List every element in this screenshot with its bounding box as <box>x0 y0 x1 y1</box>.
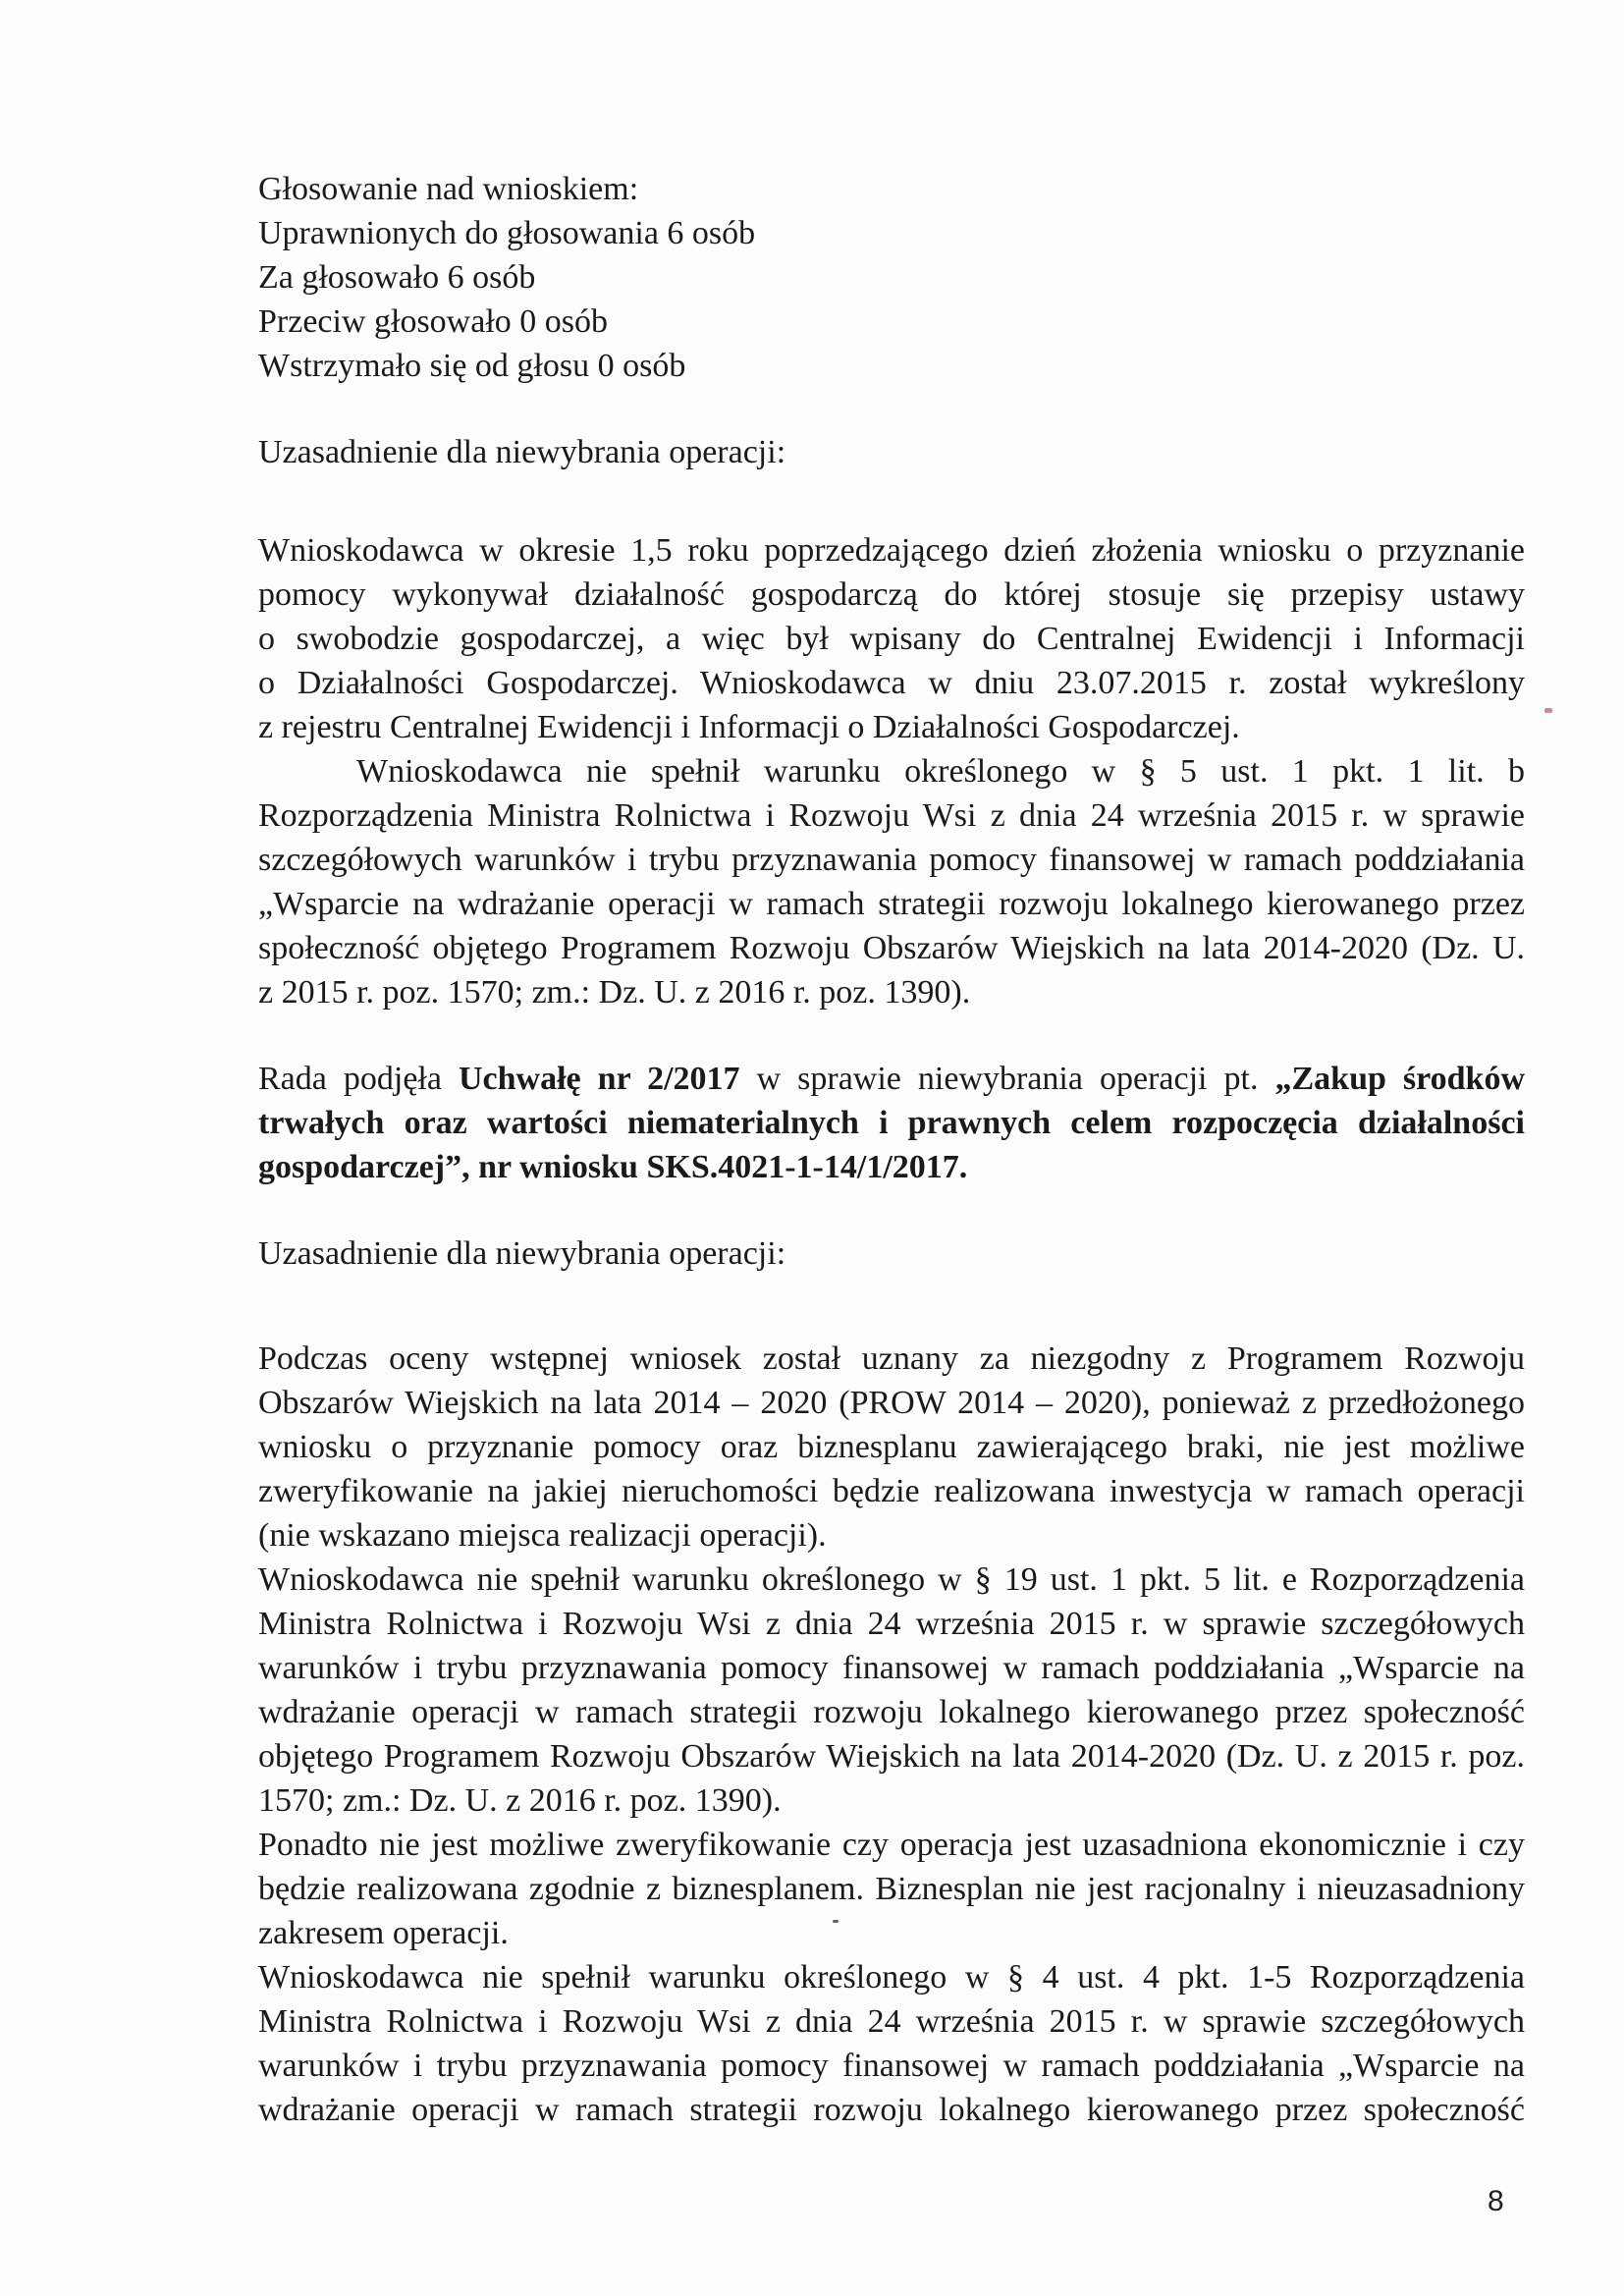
paragraph-line: „Wsparcie na wdrażanie operacji w ramach strategii rozwoju lokalnego kierowanego przez <box>258 886 1525 922</box>
voting-section <box>258 167 1525 388</box>
justification-2-paragraph-1 <box>258 1337 1525 1558</box>
paragraph-line: Rozporządzenia Ministra Rolnictwa i Rozwoju Wsi z dnia 24 września 2015 r. w sprawie <box>258 797 1525 834</box>
paragraph-line: zakresem operacji. <box>258 1915 509 1951</box>
paragraph-line: z 2015 r. poz. 1570; zm.: Dz. U. z 2016 r. poz. 1390). <box>258 974 971 1011</box>
voting-heading: Głosowanie nad wnioskiem: <box>258 171 639 207</box>
paragraph-line: 1570; zm.: Dz. U. z 2016 r. poz. 1390). <box>258 1782 782 1819</box>
voting-eligible: Uprawnionych do głosowania 6 osób <box>258 215 756 251</box>
operation-title-start: „Zakup środków <box>1274 1061 1525 1097</box>
resolution-number: Uchwałę nr 2/2017 <box>459 1061 740 1097</box>
paragraph-line: Wnioskodawca nie spełnił warunku określonego w § 19 ust. 1 pkt. 5 lit. e Rozporządzenia <box>258 1561 1525 1598</box>
voting-for: Za głosowało 6 osób <box>258 259 536 296</box>
paragraph-line: pomocy wykonywał działalność gospodarczą do której stosuje się przepisy ustawy <box>258 576 1525 613</box>
paragraph-line: warunków i trybu przyznawania pomocy finansowej w ramach poddziałania „Wsparcie na <box>258 2048 1525 2084</box>
paragraph-line: o swobodzie gospodarczej, a więc był wpisany do Centralnej Ewidencji i Informacji <box>258 621 1525 657</box>
justification-1-paragraph-2 <box>258 749 1525 1014</box>
page-number: 8 <box>1488 2185 1504 2217</box>
paragraph-line: Ponadto nie jest możliwe zweryfikowanie czy operacja jest uzasadniona ekonomicznie i czy <box>258 1827 1525 1863</box>
paragraph-line: Ministra Rolnictwa i Rozwoju Wsi z dnia 24 września 2015 r. w sprawie szczegółowych <box>258 2003 1525 2040</box>
justification-2-paragraph-2 <box>258 1558 1525 1823</box>
voting-abstained: Wstrzymało się od głosu 0 osób <box>258 348 686 384</box>
operation-title-line-2: trwałych oraz wartości niematerialnych i prawnych celem rozpoczęcia działalności <box>258 1105 1525 1141</box>
paragraph-line: Obszarów Wiejskich na lata 2014 – 2020 (PROW 2014 – 2020), ponieważ z przedłożonego <box>258 1385 1525 1421</box>
paragraph-line: będzie realizowana zgodnie z biznesplanem. Biznesplan nie jest racjonalny i nieuzasadniony <box>258 1871 1525 1907</box>
paragraph-line: objętego Programem Rozwoju Obszarów Wiejskich na lata 2014-2020 (Dz. U. z 2015 r. poz. <box>258 1738 1525 1775</box>
paragraph-line: Ministra Rolnictwa i Rozwoju Wsi z dnia 24 września 2015 r. w sprawie szczegółowych <box>258 1606 1525 1642</box>
scan-mark <box>833 1920 839 1923</box>
resolution-line-1 <box>258 1057 1525 1101</box>
justification-heading-2: Uzasadnienie dla niewybrania operacji: <box>258 1235 786 1272</box>
paragraph-line: społeczność objętego Programem Rozwoju Obszarów Wiejskich na lata 2014-2020 (Dz. U. <box>258 930 1525 966</box>
paragraph-line: wdrażanie operacji w ramach strategii rozwoju lokalnego kierowanego przez społeczność <box>258 1694 1525 1730</box>
document-body <box>258 167 1525 2132</box>
justification-2-paragraph-3 <box>258 1823 1525 1955</box>
paragraph-line: szczegółowych warunków i trybu przyznawania pomocy finansowej w ramach poddziałania <box>258 842 1525 878</box>
paragraph-line: wniosku o przyznanie pomocy oraz biznesplanu zawierającego braki, nie jest możliwe <box>258 1429 1525 1465</box>
paragraph-line: o Działalności Gospodarczej. Wnioskodawca w dniu 23.07.2015 r. został wykreślony <box>258 665 1525 701</box>
voting-against: Przeciw głosowało 0 osób <box>258 303 609 340</box>
paragraph-line: warunków i trybu przyznawania pomocy finansowej w ramach poddziałania „Wsparcie na <box>258 1650 1525 1686</box>
paragraph-line: Podczas oceny wstępnej wniosek został uznany za niezgodny z Programem Rozwoju <box>258 1340 1525 1377</box>
resolution-paragraph <box>258 1057 1525 1189</box>
scan-mark <box>1544 708 1552 713</box>
paragraph-line: Wnioskodawca nie spełnił warunku określonego w § 5 ust. 1 pkt. 1 lit. b <box>356 753 1525 790</box>
justification-1-paragraph-1 <box>258 528 1525 749</box>
paragraph-line: (nie wskazano miejsca realizacji operacji). <box>258 1517 827 1554</box>
paragraph-line: zweryfikowanie na jakiej nieruchomości będzie realizowana inwestycja w ramach operacji <box>258 1473 1525 1509</box>
paragraph-line: Wnioskodawca w okresie 1,5 roku poprzedzającego dzień złożenia wniosku o przyznanie <box>258 532 1525 569</box>
paragraph-line: z rejestru Centralnej Ewidencji i Informacji o Działalności Gospodarczej. <box>258 709 1240 745</box>
operation-title-line-3: gospodarczej”, nr wniosku SKS.4021-1-14/1/2017. <box>258 1149 968 1185</box>
justification-heading-1: Uzasadnienie dla niewybrania operacji: <box>258 434 786 470</box>
paragraph-line: wdrażanie operacji w ramach strategii rozwoju lokalnego kierowanego przez społeczność <box>258 2092 1525 2128</box>
resolution-prefix: Rada podjęła <box>258 1061 459 1097</box>
justification-2-paragraph-4 <box>258 1955 1525 2132</box>
resolution-middle: w sprawie niewybrania operacji pt. <box>739 1061 1275 1097</box>
paragraph-line: Wnioskodawca nie spełnił warunku określonego w § 4 ust. 4 pkt. 1-5 Rozporządzenia <box>258 1959 1525 1995</box>
